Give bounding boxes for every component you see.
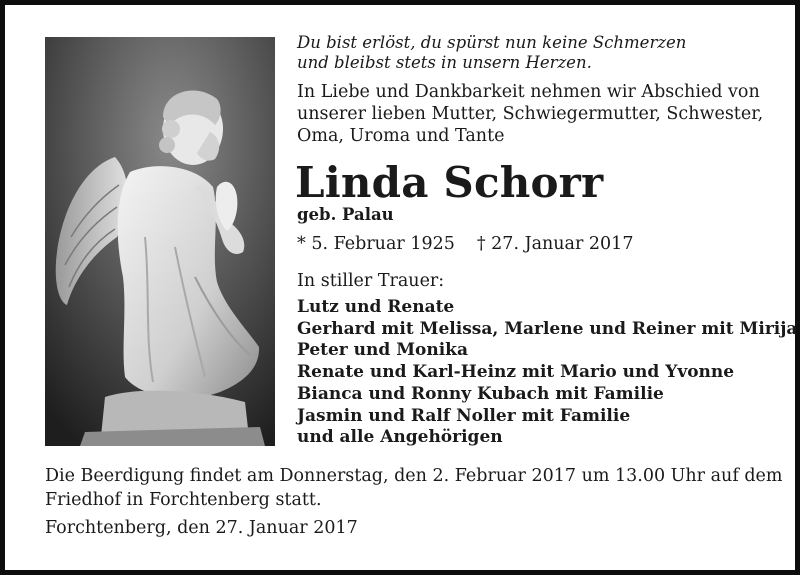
farewell-intro (297, 81, 763, 147)
mourning-heading: In stiller Trauer: (297, 271, 445, 291)
funeral-line: Friedhof in Forchtenberg statt. (45, 490, 322, 510)
intro-line: In Liebe und Dankbarkeit nehmen wir Abschied von (297, 82, 760, 102)
intro-line: Oma, Uroma und Tante (297, 126, 505, 146)
mourner-entry: Gerhard mit Melissa, Marlene und Reiner mit Mirija (297, 318, 798, 339)
mourner-entry: Bianca und Ronny Kubach mit Familie (297, 383, 664, 404)
quote-line: und bleibst stets in unsern Herzen. (297, 53, 592, 72)
deceased-name: Linda Schorr (295, 158, 604, 207)
maiden-name: geb. Palau (297, 205, 394, 224)
death-date: † 27. Januar 2017 (476, 234, 634, 254)
angel-statue-image (45, 37, 275, 446)
funeral-notice (45, 464, 783, 512)
funeral-line: Die Beerdigung findet am Donnerstag, den 2. Februar 2017 um 13.00 Uhr auf dem (45, 466, 783, 486)
mourner-entry: Renate und Karl-Heinz mit Mario und Yvonne (297, 362, 735, 383)
place-and-date: Forchtenberg, den 27. Januar 2017 (45, 518, 358, 538)
mourners-list (297, 297, 797, 449)
mourner-entry: und alle Angehörigen (297, 427, 503, 448)
birth-date: * 5. Februar 1925 (297, 234, 455, 254)
quote-line: Du bist erlöst, du spürst nun keine Schmerzen (297, 33, 687, 52)
mourner-entry: Lutz und Renate (297, 297, 455, 317)
mourner-entry: Peter und Monika (297, 340, 468, 361)
memorial-quote (297, 33, 686, 73)
intro-line: unserer lieben Mutter, Schwiegermutter, Schwester, (297, 104, 764, 124)
mourner-entry: Jasmin und Ralf Noller mit Familie (297, 405, 631, 426)
angel-statue-photo (45, 37, 275, 446)
life-dates (297, 233, 633, 255)
